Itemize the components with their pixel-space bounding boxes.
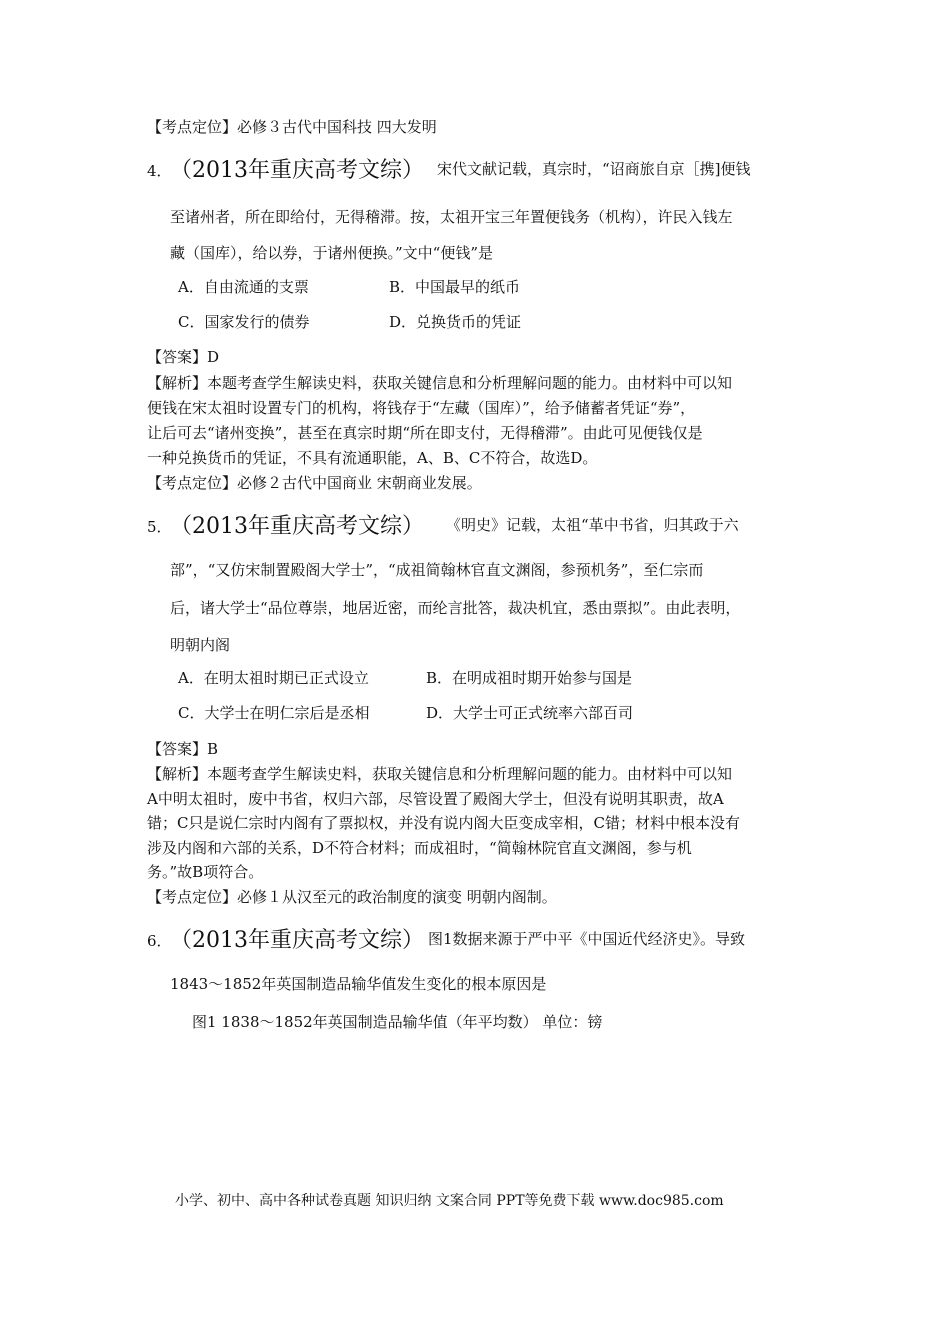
figure-caption: 图1 1838～1852年英国制造品输华值（年平均数） 单位：镑 bbox=[192, 1013, 603, 1031]
option-a: A．在明太祖时期已正式设立 bbox=[178, 669, 369, 687]
analysis-line: 务。”故B项符合。 bbox=[147, 863, 264, 881]
question-stem-line: 明朝内阁 bbox=[170, 636, 231, 654]
question-number: 4． bbox=[147, 162, 172, 180]
option-d: D．兑换货币的凭证 bbox=[389, 313, 522, 331]
option-b: B．在明成祖时期开始参与国是 bbox=[426, 669, 633, 687]
analysis-line: 一种兑换货币的凭证，不具有流通职能，A、B、C不符合，故选D。 bbox=[147, 449, 598, 467]
option-a: A．自由流通的支票 bbox=[178, 278, 309, 296]
analysis-line: 便钱在宋太祖时设置专门的机构，将钱存于“左藏（国库）”，给予储蓄者凭证“券”， bbox=[147, 399, 696, 417]
question-stem-line: 后，诸大学士“品位尊崇，地居近密，而纶言批答，裁决机宜，悉由票拟”。由此表明， bbox=[170, 599, 741, 617]
analysis-line: 涉及内阁和六部的关系，D不符合材料；而成祖时，“简翰林院官直文渊阁，参与机 bbox=[147, 839, 692, 857]
question-source: （2013年重庆高考文综） bbox=[170, 928, 424, 953]
option-c: C．大学士在明仁宗后是丞相 bbox=[178, 704, 370, 722]
question-stem-line: 藏（国库），给以券，于诸州便换。”文中“便钱”是 bbox=[170, 244, 494, 262]
answer: 【答案】D bbox=[147, 348, 220, 366]
option-b: B．中国最早的纸币 bbox=[389, 278, 521, 296]
question-stem-line: 至诸州者，所在即给付，无得稽滞。按，太祖开宝三年置便钱务（机构），许民入钱左 bbox=[170, 208, 733, 226]
kaodian-line: 【考点定位】必修１从汉至元的政治制度的演变 明朝内阁制。 bbox=[147, 888, 557, 906]
analysis-line: 错；C只是说仁宗时内阁有了票拟权，并没有说内阁大臣变成宰相，C错；材料中根本没有 bbox=[147, 814, 740, 832]
analysis-line: 【解析】本题考查学生解读史料，获取关键信息和分析理解问题的能力。由材料中可以知 bbox=[147, 765, 733, 783]
question-stem-line: 1843～1852年英国制造品输华值发生变化的根本原因是 bbox=[170, 975, 547, 993]
question-source: （2013年重庆高考文综） bbox=[170, 514, 424, 539]
question-source: （2013年重庆高考文综） bbox=[170, 158, 424, 183]
question-number: 6． bbox=[147, 932, 172, 950]
question-stem-line: 宋代文献记载，真宗时，“诏商旅自京［携]便钱 bbox=[437, 160, 751, 178]
option-d: D．大学士可正式统率六部百司 bbox=[426, 704, 634, 722]
kaodian-line: 【考点定位】必修３古代中国科技 四大发明 bbox=[147, 118, 437, 136]
question-stem-line: 《明史》记载，太祖“革中书省，归其政于六 bbox=[446, 516, 739, 534]
analysis-line: A中明太祖时，废中书省，权归六部，尽管设置了殿阁大学士，但没有说明其职责，故A bbox=[147, 790, 724, 808]
question-stem-line: 部”，“又仿宋制置殿阁大学士”，“成祖简翰林官直文渊阁，参预机务”，至仁宗而 bbox=[170, 561, 704, 579]
question-number: 5． bbox=[147, 518, 172, 536]
option-c: C．国家发行的债券 bbox=[178, 313, 310, 331]
question-stem-line: 图1数据来源于严中平《中国近代经济史》。导致 bbox=[428, 930, 746, 948]
page-footer: 小学、初中、高中各种试卷真题 知识归纳 文案合同 PPT等免费下载 www.doc985.com bbox=[175, 1193, 724, 1209]
analysis-line: 【解析】本题考查学生解读史料，获取关键信息和分析理解问题的能力。由材料中可以知 bbox=[147, 374, 733, 392]
kaodian-line: 【考点定位】必修２古代中国商业 宋朝商业发展。 bbox=[147, 474, 482, 492]
analysis-line: 让后可去“诸州变换”，甚至在真宗时期“所在即支付，无得稽滞”。由此可见便钱仅是 bbox=[147, 424, 703, 442]
answer: 【答案】B bbox=[147, 740, 219, 758]
